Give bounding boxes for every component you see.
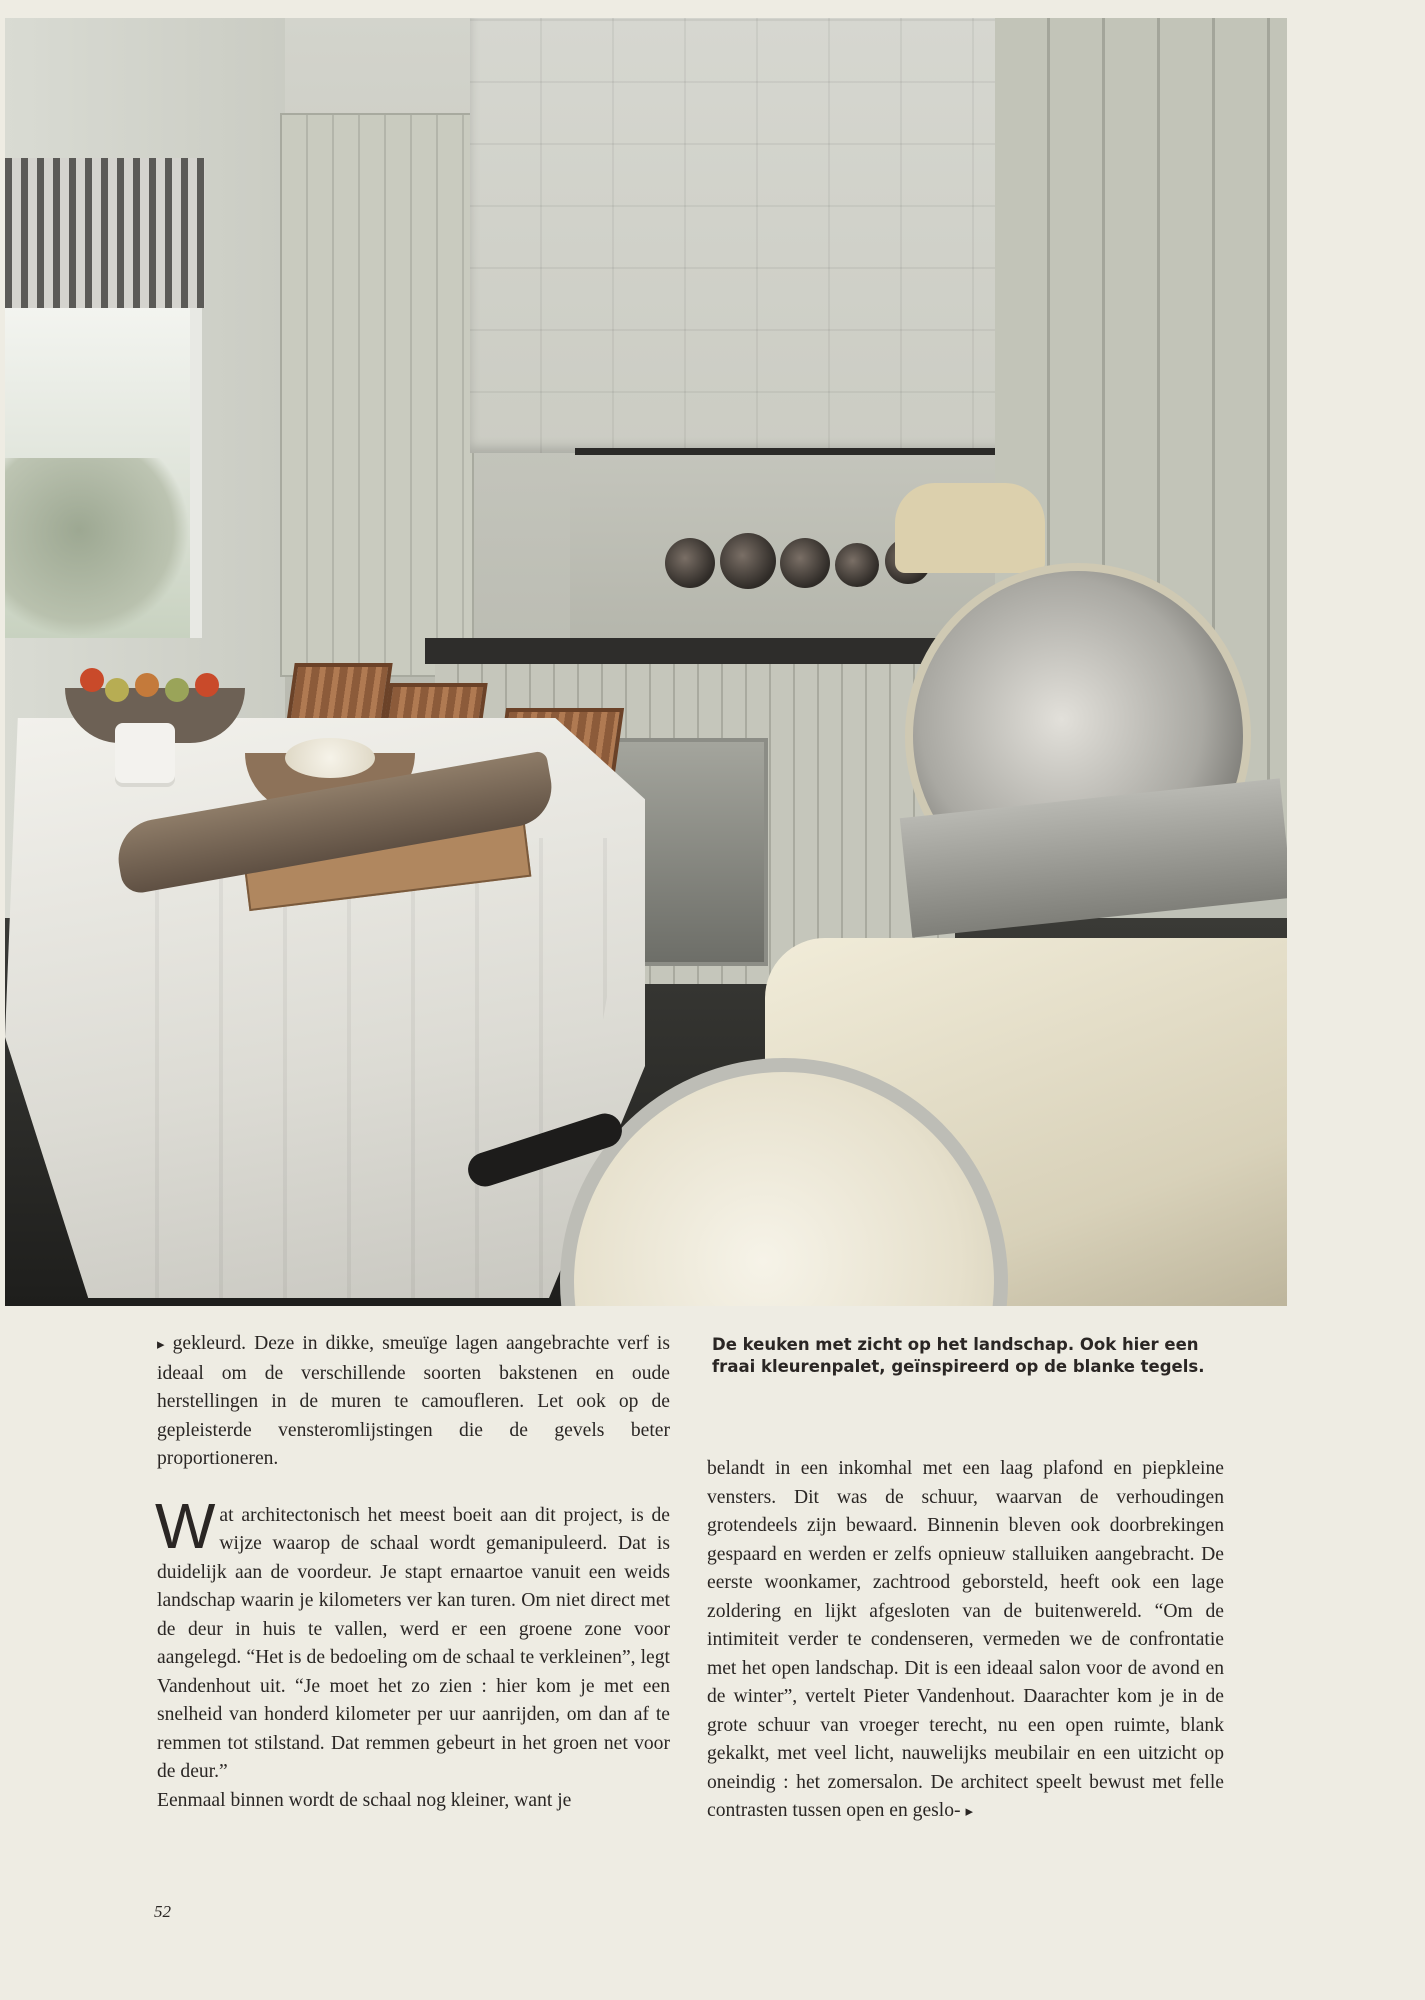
striped-blind [5,158,205,308]
article-column-right [707,1455,1224,1827]
continue-arrow-icon: ▸ [965,1804,973,1820]
paragraph-text: gekleurd. Deze in dikke, smeuïge lagen aangebrachte verf is ideaal om de verschillende soorten bakstenen en oude herstellingen in de muren te camoufleren. Let ook op de gepleisterde vensteromlijstingen die de gevels beter proportioneren. [157,1333,670,1469]
drop-cap: W [155,1489,216,1562]
photo-caption: De keuken met zicht op het landschap. Ook hier een fraai kleurenpalet, geïnspireerd op de blanke tegels. [712,1335,1205,1376]
pan-rail [575,448,995,455]
paragraph [157,1330,670,1474]
paragraph [155,1489,670,1787]
tall-cabinets-left [280,113,474,677]
page-number: 52 [154,1902,171,1921]
countertop [425,638,965,664]
article-column-left [157,1330,670,1815]
continue-arrow-icon: ▸ [157,1337,165,1353]
kitchen-photo [5,18,1287,1306]
paragraph-text: at architectonisch het meest boeit aan dit project, is de wijze waarop de schaal wordt gemanipuleerd. Dat is duidelijk aan de voordeur. Je stapt ernaartoe vanuit een weids landschap waarin je kilometers ver kan turen. Om niet direct met de deur in huis te vallen, werd er een groene zone voor aangelegd. “Het is de bedoeling om de schaal te verkleinen”, legt Vandenhout uit. “Je moet het zo zien : hier kom je met een snelheid van honderd kilometer per uur aanrijden, om dan af te remmen tot stilstand. Dat remmen gebeurt in het groen net voor de deur.” [157,1504,670,1782]
paragraph [707,1455,1224,1827]
paragraph-text: belandt in een inkomhal met een laag plafond en piepkleine vensters. Dit was de schuur, waarvan de verhoudingen grotendeels zijn bewaard. Binnenin bleven ook doorbrekingen gespaard en werden er zelfs opnieuw stalluiken aangebracht. De eerste woonkamer, zachtrood geborsteld, heeft ook een lage zoldering en lijkt afgesloten van de buitenwereld. “Om de intimiteit verder te condenseren, vermeden we de confrontatie met het open landschap. Dit is een ideaal salon voor de avond en de winter”, vertelt Pieter Vandenhout. Daarachter kom je in de grote schuur van vroeger terecht, nu een open ruimte, blank gekalkt, met veel licht, nauwelijks meubilair en een uitzicht op oneindig : het zomersalon. De architect speelt bewust met felle contrasten tussen open en geslo- [707,1458,1224,1821]
paragraph: Eenmaal binnen wordt de schaal nog kleiner, want je [157,1789,572,1811]
